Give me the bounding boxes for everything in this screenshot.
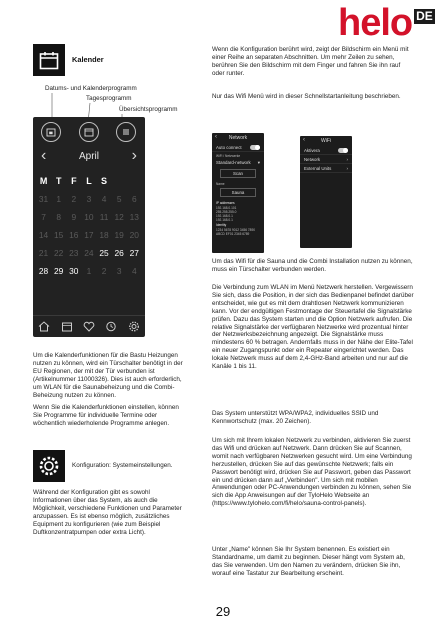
ip-line: 192.168.0.1 bbox=[216, 218, 233, 223]
name-field[interactable]: Sauna bbox=[220, 188, 256, 197]
calendar-day[interactable]: 7 bbox=[41, 212, 46, 222]
heart-icon[interactable] bbox=[83, 321, 95, 332]
next-month-arrow-icon[interactable]: › bbox=[131, 147, 137, 164]
calendar-day[interactable]: 1 bbox=[86, 266, 92, 276]
calendar-day[interactable]: 28 bbox=[38, 266, 49, 276]
calendar-program-tabs bbox=[33, 121, 145, 143]
calendar-day[interactable]: 5 bbox=[116, 194, 122, 204]
auto-connect-row[interactable] bbox=[212, 143, 264, 152]
chevron-right-icon: › bbox=[346, 156, 348, 162]
chevron-right-icon: › bbox=[346, 165, 348, 171]
wifi-activate-toggle[interactable] bbox=[338, 148, 348, 153]
system-name-text: Unter „Name" können Sie Ihr System benennen. Es existiert ein Standardname, um damit zu beginnen. Dieser hängt vom System ab, das Sie verwenden. Um den Namen zu verändern, drücken Sie ihn, worauf eine Tastatur zur Bearbeitung erscheint. bbox=[212, 546, 405, 577]
external-units-label: External Units bbox=[304, 165, 332, 171]
callout-date-program: Datums- und Kalenderprogramm bbox=[45, 85, 137, 92]
clock-icon[interactable] bbox=[105, 321, 117, 332]
calendar-grid bbox=[36, 172, 142, 280]
calendar-day[interactable]: 3 bbox=[116, 266, 122, 276]
callout-overview-program: Übersichtsprogramm bbox=[119, 106, 178, 113]
external-units-row[interactable] bbox=[300, 164, 352, 173]
calendar-day[interactable]: 31 bbox=[38, 194, 49, 204]
calendar-day[interactable]: 30 bbox=[69, 266, 79, 276]
connect-instructions-text: Um sich mit Ihrem lokalen Netzwerk zu verbinden, aktivieren Sie zuerst das Wifi und drücken auf Netzwerk. Dann drücken Sie auf Scannen, womit nach verfügbaren Netzwerken gesucht wird. Um eine Verbindung herzustellen, drücken Sie auf das gewünschte Netzwerk; falls ein Passwort benötigt wird, drücken Sie auf Passwort, geben das Passwort ein und drücken dann auf „Verbinden". Um sich mit mobilen Anwendungen oder PC-Anwendungen verbinden zu können, sehen Sie sich die App Anweisungen auf der TyloHelo Webseite an (https://www.tylohelo.com/fi/helo/sauna-control-panels). bbox=[212, 437, 412, 508]
calendar-day[interactable]: 18 bbox=[99, 230, 109, 240]
network-screen bbox=[212, 133, 264, 253]
wifi-network-row[interactable] bbox=[300, 155, 352, 164]
prev-month-arrow-icon[interactable]: ‹ bbox=[41, 147, 47, 164]
page-number: 29 bbox=[215, 604, 231, 619]
wifi-door-switch-text: Um das Wifi für die Sauna und die Combi Installation nutzen zu können, muss ein Türschalter verbunden werden. bbox=[212, 258, 413, 273]
gear-icon bbox=[38, 455, 60, 477]
chevron-down-icon: ▾ bbox=[257, 159, 260, 165]
calendar-day[interactable]: 6 bbox=[131, 194, 137, 204]
calendar-day[interactable]: 13 bbox=[129, 212, 139, 222]
config-intro-text: Wenn die Konfiguration berührt wird, zeigt der Bildschirm ein Menü mit einer Reihe an separaten Abschnitten. Um mehr Zeilen zu sehen, berühren Sie den Bildschirm mit dem Finger und fahren Sie ihn rauf oder runter. bbox=[212, 46, 409, 77]
identity-value: 1234 5678 9012 3456 7890 ABCD EF01 2345 6789 bbox=[216, 227, 255, 236]
calendar-day[interactable]: 9 bbox=[71, 212, 77, 222]
wifi-screen bbox=[300, 136, 352, 248]
identity-title: Identity bbox=[216, 223, 227, 228]
config-description: Während der Konfiguration gibt es sowohl Informationen über das System, als auch die Möglichkeit, verschiedene Funktionen und Parameter anzupassen. Es ist ebenso möglich, zusätzliches Equipment zu konfigurieren (wie zum Beispiel Duftkonzentratpumpen oder extra Licht). bbox=[33, 489, 182, 536]
calendar-week-row bbox=[36, 244, 142, 262]
calendar-day[interactable]: 23 bbox=[69, 248, 79, 258]
overview-program-tab[interactable] bbox=[116, 122, 136, 142]
wifi-screen-header bbox=[300, 136, 352, 146]
day-program-tab[interactable] bbox=[79, 122, 99, 142]
calendar-day[interactable]: 2 bbox=[71, 194, 77, 204]
calendar-day[interactable]: 15 bbox=[54, 230, 64, 240]
weekday-label: S bbox=[101, 176, 108, 186]
calendar-day[interactable]: 1 bbox=[56, 194, 62, 204]
calendar-day[interactable]: 26 bbox=[114, 248, 124, 258]
network-screen-title: Network bbox=[228, 135, 248, 141]
calendar-day[interactable]: 20 bbox=[129, 230, 139, 240]
ip-addresses-title: IP addresses bbox=[216, 201, 235, 206]
network-list-item[interactable] bbox=[212, 158, 264, 167]
calendar-day[interactable]: 29 bbox=[54, 266, 64, 276]
calendar-week-row bbox=[36, 208, 142, 226]
calendar-day[interactable]: 24 bbox=[84, 248, 94, 258]
weekday-label: F bbox=[71, 176, 77, 186]
calendar-month: April bbox=[78, 151, 99, 162]
calendar-week-row bbox=[36, 190, 142, 208]
calendar-day[interactable]: 14 bbox=[38, 230, 49, 240]
day-calendar-icon bbox=[84, 127, 94, 137]
calendar-day[interactable]: 27 bbox=[129, 248, 139, 258]
calendar-day[interactable]: 22 bbox=[54, 248, 64, 258]
auto-connect-toggle[interactable] bbox=[250, 145, 260, 150]
calendar-day[interactable]: 16 bbox=[69, 230, 79, 240]
wifi-activate-row[interactable] bbox=[300, 146, 352, 155]
calendar-day[interactable]: 4 bbox=[131, 266, 137, 276]
calendar-day[interactable]: 4 bbox=[101, 194, 107, 204]
logo-word: helo bbox=[338, 2, 413, 44]
ip-line: 255.255.255.0 bbox=[216, 209, 237, 214]
calendar-screen bbox=[33, 117, 145, 337]
scan-button[interactable]: Scan bbox=[220, 169, 256, 178]
date-program-tab[interactable] bbox=[41, 122, 61, 142]
network-screen-header bbox=[212, 133, 264, 143]
network-item-label: Standard-network bbox=[216, 160, 251, 166]
calendar-week-row bbox=[36, 262, 142, 280]
weekday-label: T bbox=[55, 176, 62, 186]
wifi-menu-note: Nur das Wifi Menü wird in dieser Schnellstartanleitung beschrieben. bbox=[212, 93, 401, 100]
config-heading: Konfiguration: Systemeinstellungen. bbox=[72, 462, 173, 469]
calendar-day[interactable]: 19 bbox=[114, 230, 124, 240]
home-icon[interactable] bbox=[38, 321, 50, 332]
calendar-day[interactable]: 25 bbox=[99, 248, 109, 258]
wifi-screen-title: WiFi bbox=[321, 138, 331, 144]
language-tag: DE bbox=[416, 9, 433, 23]
config-tile bbox=[33, 450, 65, 482]
wifi-section-label: WiFi / Netzwerke bbox=[216, 154, 241, 158]
ip-line: 192.168.0.1 bbox=[216, 214, 233, 219]
calendar-note: Wenn Sie die Kalenderfunktionen einstellen, können Sie Programme für individuelle Termine oder wöchentlich wiederholende Programme anlegen. bbox=[33, 404, 179, 427]
calendar-day[interactable]: 21 bbox=[38, 248, 49, 258]
calendar-day[interactable]: 11 bbox=[99, 212, 109, 222]
auto-connect-label: Auto connect bbox=[216, 144, 242, 150]
ip-line: 192.168.0.101 bbox=[216, 205, 237, 210]
calendar-week-row bbox=[36, 226, 142, 244]
list-icon bbox=[121, 127, 131, 137]
callout-day-program: Tagesprogramm bbox=[86, 95, 132, 102]
wifi-activate-label: Aktivera bbox=[304, 147, 320, 153]
wpa-support-text: Das System unterstützt WPA/WPA2, individuelles SSID und Kennwortschutz (max. 20 Zeichen). bbox=[212, 410, 379, 425]
calendar-nav-icon[interactable] bbox=[61, 321, 73, 332]
back-arrow-icon[interactable]: ‹ bbox=[303, 137, 305, 143]
calendar-day[interactable]: 8 bbox=[56, 212, 62, 222]
calendar-day[interactable]: 12 bbox=[114, 212, 124, 222]
settings-gear-icon[interactable] bbox=[128, 321, 140, 332]
calendar-description: Um die Kalenderfunktionen für die Bastu Heizungen nutzen zu können, wird ein Türschalter benötigt in der EU Regionen, der mit der Tür verbunden ist (Artikelnummer 11000326). Dies ist auch erforderlich, um WLAN für die Saunabeheizung und die Combi-Beheizung nutzen zu können. bbox=[33, 352, 183, 399]
wlan-connection-text: Die Verbindung zum WLAN im Menü Netzwerk herstellen. Vergewissern Sie sich, dass die Position, in der sich das Bedienpanel befindet darüber entscheidet, wie gut es mit dem drahtlosen Netzwerk kommunizieren kann. Vor der endgültigen Festmontage der Steuertafel die Signalstärke prüfen. Dazu das System starten und die Option Netzwerk aufrufen. Die relative Signalstärke der verfügbaren Netzwerke wird prozentual hinter der Netzwerksbezeichnung angezeigt. Die Signalstärke muss mindestens 60 % betragen. Andernfalls muss in der Nähe der Elite-Tafel ein neuer Zugangspunkt oder ein Repeater eingerichtet werden. Das lokale Netzwerk muss auf dem 2,4-GHz-Band arbeiten und nur auf die Kanäle 1 bis 11. bbox=[212, 284, 414, 371]
weekday-label: L bbox=[86, 176, 92, 186]
weekday-label: M bbox=[39, 176, 48, 186]
calendar-heading: Kalender bbox=[72, 55, 104, 64]
weekday-header-row bbox=[36, 172, 142, 190]
name-label: Name bbox=[216, 182, 225, 187]
calendar-day[interactable]: 3 bbox=[86, 194, 92, 204]
calendar-bottom-nav bbox=[33, 315, 145, 337]
back-arrow-icon[interactable]: ‹ bbox=[215, 134, 217, 140]
date-calendar-icon bbox=[46, 127, 56, 137]
calendar-day[interactable]: 17 bbox=[84, 230, 94, 240]
calendar-day[interactable]: 10 bbox=[84, 212, 94, 222]
calendar-day[interactable]: 2 bbox=[101, 266, 107, 276]
wifi-network-label: Network bbox=[304, 156, 321, 162]
